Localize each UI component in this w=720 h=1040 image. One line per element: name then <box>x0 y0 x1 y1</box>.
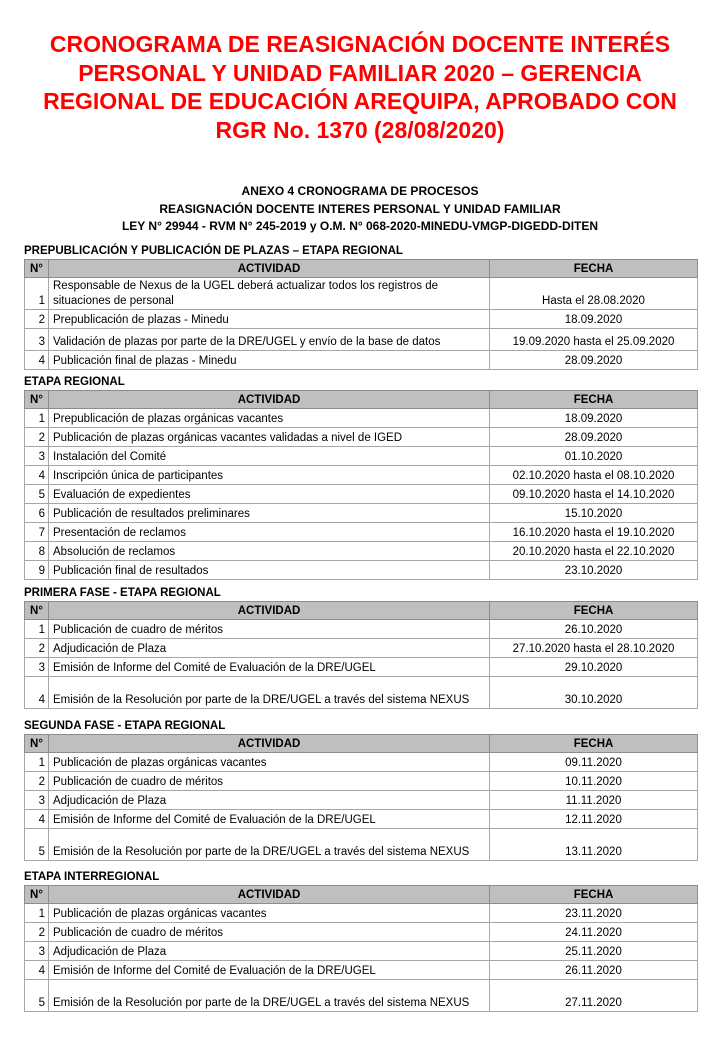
row-actividad: Emisión de Informe del Comité de Evaluación de la DRE/UGEL <box>49 658 490 677</box>
row-fecha: 26.11.2020 <box>490 961 698 980</box>
schedule-section <box>24 586 698 709</box>
table-row <box>25 639 698 658</box>
row-number: 6 <box>25 504 49 523</box>
row-number: 4 <box>25 351 49 370</box>
header-number: N° <box>25 260 49 278</box>
row-fecha: 15.10.2020 <box>490 504 698 523</box>
annex-line-2: REASIGNACIÓN DOCENTE INTERES PERSONAL Y UNIDAD FAMILIAR <box>159 201 561 216</box>
row-number: 3 <box>25 942 49 961</box>
schedule-table <box>24 734 698 861</box>
row-number: 5 <box>25 485 49 504</box>
row-actividad: Publicación de plazas orgánicas vacantes <box>49 904 490 923</box>
row-number: 2 <box>25 923 49 942</box>
row-actividad: Emisión de la Resolución por parte de la DRE/UGEL a través del sistema NEXUS <box>49 980 490 1012</box>
row-fecha: 27.11.2020 <box>490 980 698 1012</box>
table-row <box>25 829 698 861</box>
annex-line-1: ANEXO 4 CRONOGRAMA DE PROCESOS <box>241 184 479 198</box>
row-fecha: 26.10.2020 <box>490 620 698 639</box>
row-actividad: Emisión de Informe del Comité de Evaluación de la DRE/UGEL <box>49 961 490 980</box>
header-number: N° <box>25 602 49 620</box>
row-actividad: Publicación de resultados preliminares <box>49 504 490 523</box>
table-header-row <box>25 735 698 753</box>
row-fecha: 18.09.2020 <box>490 409 698 428</box>
row-number: 3 <box>25 791 49 810</box>
row-actividad: Publicación de plazas orgánicas vacantes <box>49 753 490 772</box>
table-row <box>25 904 698 923</box>
schedule-section <box>24 244 698 370</box>
row-number: 1 <box>25 620 49 639</box>
row-number: 4 <box>25 961 49 980</box>
table-header-row <box>25 602 698 620</box>
row-actividad: Adjudicación de Plaza <box>49 942 490 961</box>
row-actividad: Publicación de plazas orgánicas vacantes validadas a nivel de IGED <box>49 428 490 447</box>
table-row <box>25 542 698 561</box>
row-number: 4 <box>25 677 49 709</box>
row-fecha: 19.09.2020 hasta el 25.09.2020 <box>490 329 698 351</box>
row-fecha: 30.10.2020 <box>490 677 698 709</box>
row-fecha: 28.09.2020 <box>490 351 698 370</box>
schedule-section <box>24 375 698 580</box>
row-actividad: Presentación de reclamos <box>49 523 490 542</box>
row-fecha: 12.11.2020 <box>490 810 698 829</box>
row-number: 5 <box>25 829 49 861</box>
row-fecha: 11.11.2020 <box>490 791 698 810</box>
row-number: 3 <box>25 329 49 351</box>
row-actividad: Inscripción única de participantes <box>49 466 490 485</box>
table-header-row <box>25 886 698 904</box>
header-actividad: ACTIVIDAD <box>49 260 490 278</box>
section-label: PREPUBLICACIÓN Y PUBLICACIÓN DE PLAZAS – ETAPA REGIONAL <box>24 245 403 257</box>
row-actividad: Adjudicación de Plaza <box>49 791 490 810</box>
annex-heading <box>0 183 720 236</box>
schedule-section <box>24 719 698 861</box>
schedule-table <box>24 390 698 580</box>
row-actividad: Prepublicación de plazas - Minedu <box>49 310 490 329</box>
row-fecha: 16.10.2020 hasta el 19.10.2020 <box>490 523 698 542</box>
row-fecha: 09.10.2020 hasta el 14.10.2020 <box>490 485 698 504</box>
annex-line-3: LEY N° 29944 - RVM N° 245-2019 y O.M. N° 068-2020-MINEDU-VMGP-DIGEDD-DITEN <box>121 219 599 233</box>
row-number: 1 <box>25 409 49 428</box>
table-row <box>25 310 698 329</box>
table-row <box>25 278 698 310</box>
table-row <box>25 923 698 942</box>
row-actividad: Absolución de reclamos <box>49 542 490 561</box>
row-fecha: 25.11.2020 <box>490 942 698 961</box>
row-fecha: 27.10.2020 hasta el 28.10.2020 <box>490 639 698 658</box>
row-number: 3 <box>25 658 49 677</box>
table-row <box>25 409 698 428</box>
row-number: 1 <box>25 753 49 772</box>
header-actividad: ACTIVIDAD <box>49 886 490 904</box>
section-label: ETAPA REGIONAL <box>24 376 125 388</box>
document-title: CRONOGRAMA DE REASIGNACIÓN DOCENTE INTERÉS PERSONAL Y UNIDAD FAMILIAR 2020 – GERENCIA REGIONAL DE EDUCACIÓN AREQUIPA, APROBADO CON RGR No. 1370 (28/08/2020) <box>43 31 677 143</box>
table-row <box>25 791 698 810</box>
table-row <box>25 658 698 677</box>
header-fecha: FECHA <box>490 391 698 409</box>
row-fecha: 28.09.2020 <box>490 428 698 447</box>
row-actividad: Emisión de la Resolución por parte de la DRE/UGEL a través del sistema NEXUS <box>49 677 490 709</box>
header-number: N° <box>25 391 49 409</box>
row-actividad: Validación de plazas por parte de la DRE/UGEL y envío de la base de datos <box>49 329 490 351</box>
row-fecha: 18.09.2020 <box>490 310 698 329</box>
row-fecha: 10.11.2020 <box>490 772 698 791</box>
header-fecha: FECHA <box>490 260 698 278</box>
row-number: 2 <box>25 772 49 791</box>
row-number: 5 <box>25 980 49 1012</box>
table-row <box>25 485 698 504</box>
table-row <box>25 466 698 485</box>
table-row <box>25 980 698 1012</box>
table-row <box>25 942 698 961</box>
row-actividad: Evaluación de expedientes <box>49 485 490 504</box>
row-actividad: Publicación de cuadro de méritos <box>49 772 490 791</box>
header-fecha: FECHA <box>490 602 698 620</box>
row-actividad: Adjudicación de Plaza <box>49 639 490 658</box>
table-row <box>25 561 698 580</box>
row-number: 2 <box>25 639 49 658</box>
row-number: 3 <box>25 447 49 466</box>
row-actividad: Publicación de cuadro de méritos <box>49 923 490 942</box>
table-row <box>25 428 698 447</box>
table-row <box>25 447 698 466</box>
row-actividad: Publicación final de plazas - Minedu <box>49 351 490 370</box>
header-fecha: FECHA <box>490 886 698 904</box>
table-row <box>25 620 698 639</box>
table-header-row <box>25 391 698 409</box>
row-actividad: Responsable de Nexus de la UGEL deberá actualizar todos los registros de situaciones de personal <box>49 278 490 310</box>
row-fecha: 02.10.2020 hasta el 08.10.2020 <box>490 466 698 485</box>
row-actividad: Publicación de cuadro de méritos <box>49 620 490 639</box>
table-row <box>25 772 698 791</box>
header-actividad: ACTIVIDAD <box>49 602 490 620</box>
row-number: 1 <box>25 278 49 310</box>
header-fecha: FECHA <box>490 735 698 753</box>
row-actividad: Emisión de Informe del Comité de Evaluación de la DRE/UGEL <box>49 810 490 829</box>
row-number: 1 <box>25 904 49 923</box>
row-actividad: Publicación final de resultados <box>49 561 490 580</box>
table-row <box>25 810 698 829</box>
table-header-row <box>25 260 698 278</box>
table-row <box>25 329 698 351</box>
table-row <box>25 523 698 542</box>
table-row <box>25 677 698 709</box>
row-number: 4 <box>25 810 49 829</box>
row-actividad: Instalación del Comité <box>49 447 490 466</box>
row-number: 2 <box>25 310 49 329</box>
table-row <box>25 351 698 370</box>
row-fecha: 13.11.2020 <box>490 829 698 861</box>
row-fecha: 01.10.2020 <box>490 447 698 466</box>
header-number: N° <box>25 735 49 753</box>
header-number: N° <box>25 886 49 904</box>
row-fecha: 29.10.2020 <box>490 658 698 677</box>
row-actividad: Emisión de la Resolución por parte de la DRE/UGEL a través del sistema NEXUS <box>49 829 490 861</box>
row-actividad: Prepublicación de plazas orgánicas vacantes <box>49 409 490 428</box>
row-fecha: 24.11.2020 <box>490 923 698 942</box>
row-number: 4 <box>25 466 49 485</box>
row-number: 9 <box>25 561 49 580</box>
row-fecha: 20.10.2020 hasta el 22.10.2020 <box>490 542 698 561</box>
table-row <box>25 753 698 772</box>
table-row <box>25 504 698 523</box>
schedule-section <box>24 870 698 1012</box>
row-number: 7 <box>25 523 49 542</box>
row-fecha: 09.11.2020 <box>490 753 698 772</box>
schedule-table <box>24 885 698 1012</box>
section-label: ETAPA INTERREGIONAL <box>24 871 160 883</box>
row-number: 2 <box>25 428 49 447</box>
section-label: SEGUNDA FASE - ETAPA REGIONAL <box>24 720 226 732</box>
header-actividad: ACTIVIDAD <box>49 391 490 409</box>
schedule-table <box>24 259 698 370</box>
table-row <box>25 961 698 980</box>
row-fecha: 23.10.2020 <box>490 561 698 580</box>
header-actividad: ACTIVIDAD <box>49 735 490 753</box>
row-fecha: 23.11.2020 <box>490 904 698 923</box>
schedule-table <box>24 601 698 709</box>
row-number: 8 <box>25 542 49 561</box>
row-fecha: Hasta el 28.08.2020 <box>490 278 698 310</box>
section-label: PRIMERA FASE - ETAPA REGIONAL <box>24 587 221 599</box>
